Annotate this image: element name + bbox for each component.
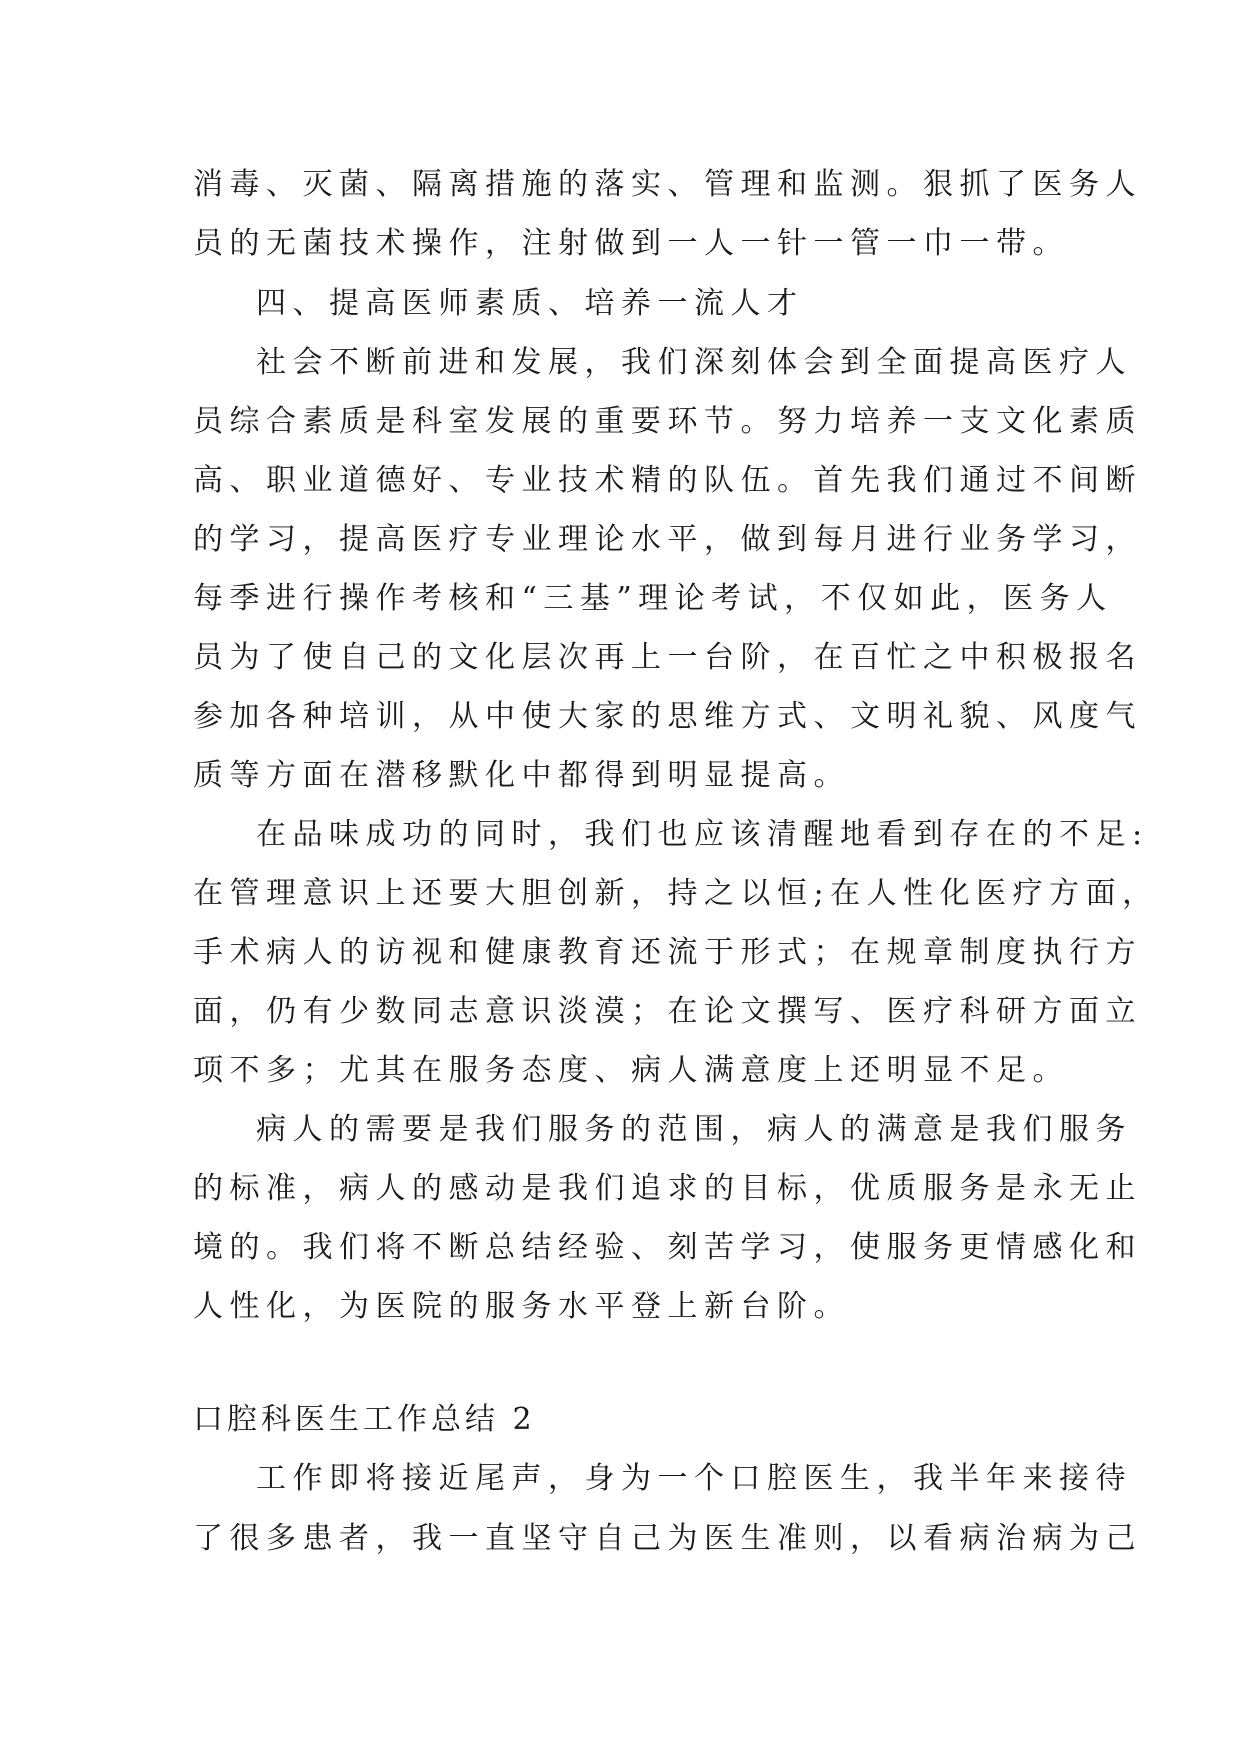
text-line: 社会不断前进和发展，我们深刻体会到全面提高医疗人	[256, 345, 1132, 380]
text-line: 人性化，为医院的服务水平登上新台阶。	[193, 1289, 850, 1324]
text-line: 项不多；尤其在服务态度、病人满意度上还明显不足。	[193, 1053, 1069, 1088]
text-line: 的标准，病人的感动是我们追求的目标，优质服务是永无止	[193, 1171, 1142, 1206]
text-line: 的学习，提高医疗专业理论水平，做到每月进行业务学习，	[193, 522, 1142, 557]
text-line: 员综合素质是科室发展的重要环节。努力培养一支文化素质	[193, 404, 1142, 439]
text-line: 境的。我们将不断总结经验、刻苦学习，使服务更情感化和	[193, 1230, 1142, 1265]
text-line: 了很多患者，我一直坚守自己为医生准则，以看病治病为己	[193, 1521, 1142, 1556]
text-line: 病人的需要是我们服务的范围，病人的满意是我们服务	[256, 1112, 1132, 1147]
text-line: 手术病人的访视和健康教育还流于形式；在规章制度执行方	[193, 935, 1142, 970]
text-line: 面，仍有少数同志意识淡漠；在论文撰写、医疗科研方面立	[193, 994, 1142, 1029]
text-line: 工作即将接近尾声，身为一个口腔医生，我半年来接待	[256, 1461, 1132, 1496]
text-line: 消毒、灭菌、隔离措施的落实、管理和监测。狠抓了医务人	[193, 167, 1142, 202]
text-line: 在管理意识上还要大胆创新，持之以恒;在人性化医疗方面，	[193, 876, 1159, 911]
text-line: 参加各种培训，从中使大家的思维方式、文明礼貌、风度气	[193, 699, 1142, 734]
text-line: 质等方面在潜移默化中都得到明显提高。	[193, 758, 850, 793]
section-heading: 四、提高医师素质、培养一流人才	[256, 286, 804, 321]
text-line: 在品味成功的同时，我们也应该清醒地看到存在的不足:	[256, 817, 1149, 852]
text-line: 员的无菌技术操作，注射做到一人一针一管一巾一带。	[193, 226, 1069, 261]
text-line: 高、职业道德好、专业技术精的队伍。首先我们通过不间断	[193, 463, 1142, 498]
text-line: 每季进行操作考核和“三基”理论考试，不仅如此，医务人	[193, 581, 1113, 616]
document-title: 口腔科医生工作总结 2	[193, 1402, 536, 1437]
text-line: 员为了使自己的文化层次再上一台阶，在百忙之中积极报名	[193, 640, 1142, 675]
